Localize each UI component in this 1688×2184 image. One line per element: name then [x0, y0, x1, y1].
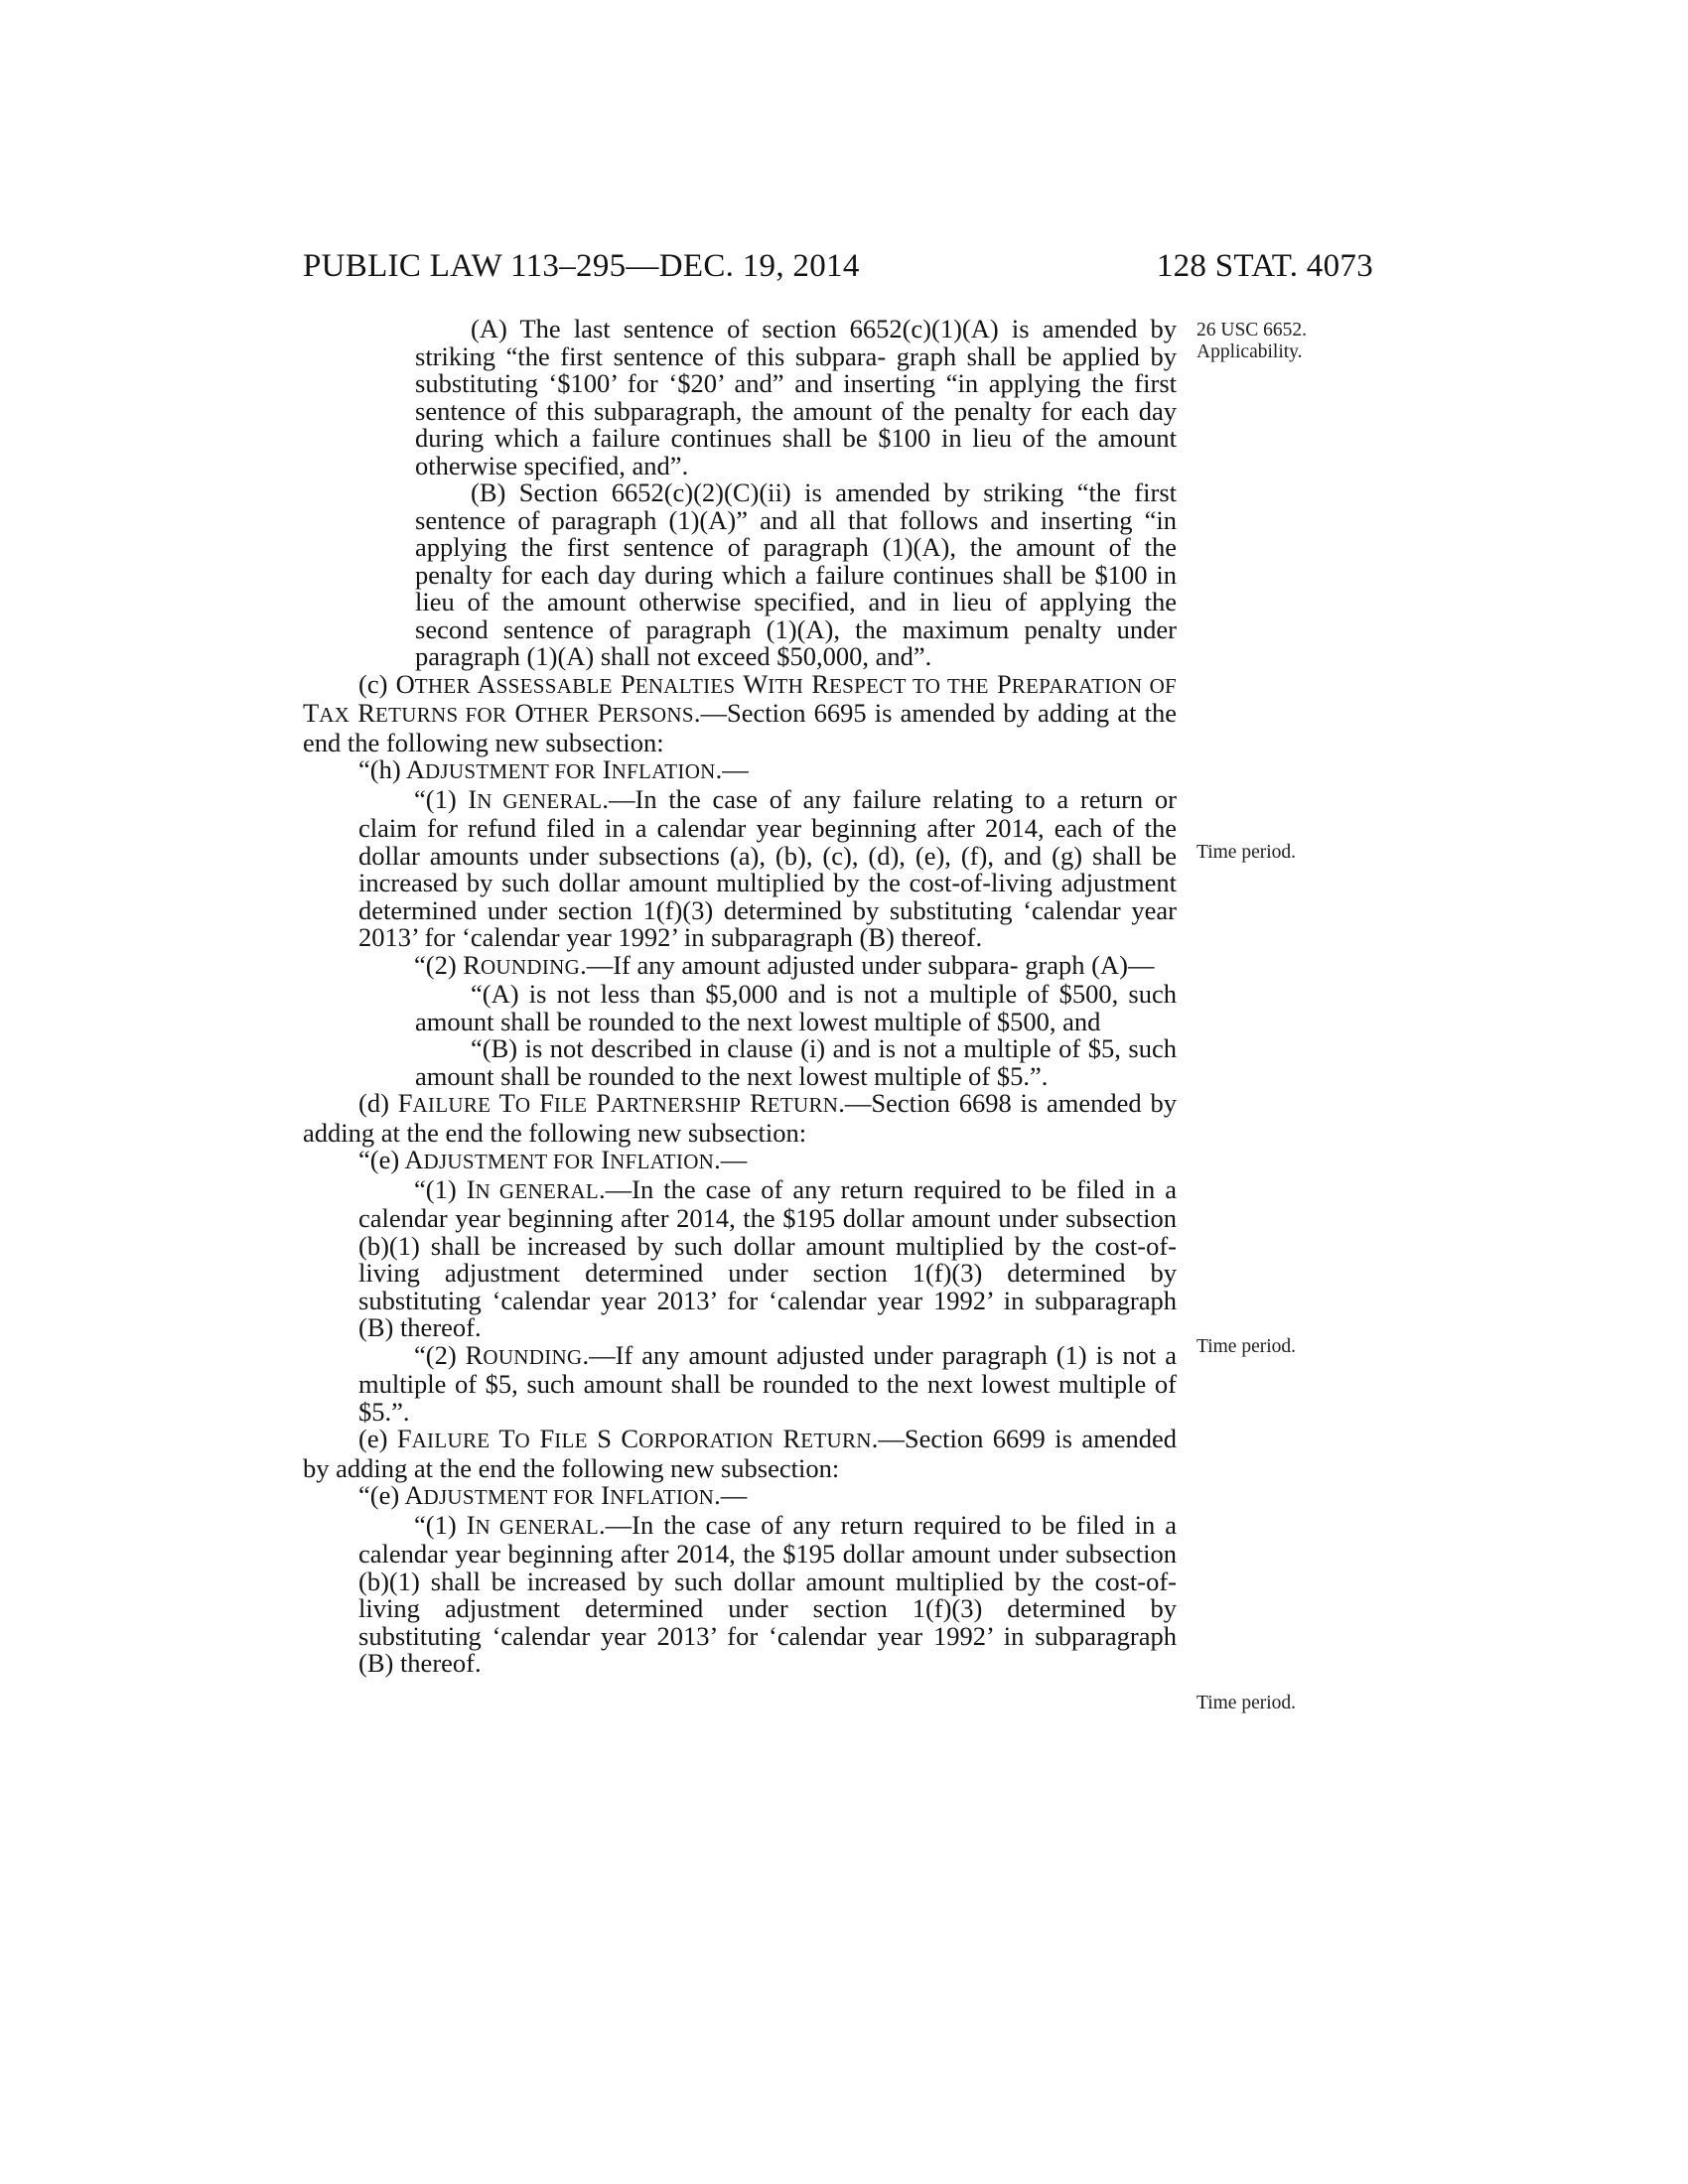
subsection-h-heading: “(h) ADJUSTMENT FOR INFLATION.—	[358, 754, 749, 784]
usc-citation: 26 USC 6652.	[1196, 320, 1308, 341]
statute-body	[303, 316, 1177, 1678]
subsection-c: (c) OTHER ASSESSABLE PENALTIES WITH RESPECT TO THE PREPARATION OF TAX RETURNS FOR OTHER PERSONS.—Section 6695 is amended by adding at the end the following new subsection:	[303, 668, 1178, 757]
subsection-h-2: “(2) ROUNDING.—If any amount adjusted under subpara- graph (A)—	[414, 949, 1155, 980]
subsection-d-e-2: “(2) ROUNDING.—If any amount adjusted under paragraph (1) is not a multiple of $5, such amount shall be rounded to the next lowest multiple of $5.”.	[358, 1339, 1178, 1427]
statutes-page-number: 128 STAT. 4073	[1156, 248, 1373, 284]
page-header	[303, 246, 1373, 286]
subsection-h-2-b: “(B) is not described in clause (i) and is not a multiple of $5, such amount shall be rounded to the next lowest multiple of $5.”.	[415, 1033, 1177, 1091]
subsection-d: (d) FAILURE TO FILE PARTNERSHIP RETURN.—Section 6698 is amended by adding at the end the following new subsection:	[303, 1088, 1178, 1148]
subsection-e: (e) FAILURE TO FILE S CORPORATION RETURN.—Section 6699 is amended by adding at the end the following new subsection:	[303, 1424, 1177, 1483]
margin-note-time-period-2: Time period.	[1196, 1336, 1297, 1357]
subsection-e-e-heading: “(e) ADJUSTMENT FOR INFLATION.—	[358, 1480, 748, 1510]
margin-note-time-period-1: Time period.	[1196, 842, 1297, 863]
subsection-d-e-heading: “(e) ADJUSTMENT FOR INFLATION.—	[358, 1145, 748, 1174]
margin-note-usc	[1196, 320, 1365, 363]
subsection-h-1: “(1) IN GENERAL.—In the case of any failure relating to a return or claim for refund filed in a calendar year beginning after 2014, each of the dollar amounts under subsections (a), (b), (c), (d), (e), (f), and (g) shall be increased by such dollar amount multiplied by the cost-of-living adjustment determined under section 1(f)(3) determined by substituting ‘calendar year 2013’ for ‘calendar year 1992’ in subparagraph (B) thereof.	[358, 783, 1177, 952]
paragraph-b-a: (A) The last sentence of section 6652(c)(1)(A) is amended by striking “the first sentence of this subpara- graph shall be applied by substituting ‘$100’ for ‘$20’ and” and inserting “in applying the first sentence of this subparagraph, the amount of the penalty for each day during which a failure continues shall be $100 in lieu of the amount otherwise specified, and”.	[415, 314, 1177, 480]
applicability-note: Applicability.	[1196, 341, 1303, 362]
subsection-h-2-a: “(A) is not less than $5,000 and is not a multiple of $500, such amount shall be rounded to the next lowest multiple of $500, and	[415, 979, 1177, 1036]
subsection-d-e-1: “(1) IN GENERAL.—In the case of any return required to be filed in a calendar year beginning after 2014, the $195 dollar amount under subsection (b)(1) shall be increased by such dollar amount multiplied by the cost-of-living adjustment determined under section 1(f)(3) determined by substituting ‘calendar year 2013’ for ‘calendar year 1992’ in subparagraph (B) thereof.	[358, 1173, 1177, 1342]
margin-note-time-period-3: Time period.	[1196, 1693, 1297, 1713]
paragraph-b-b: (B) Section 6652(c)(2)(C)(ii) is amended by striking “the first sentence of paragraph (1)(A)” and all that follows and inserting “in applying the first sentence of paragraph (1)(A), the amount of the penalty for each day during which a failure continues shall be $100 in lieu of the amount otherwise specified, and in lieu of applying the second sentence of paragraph (1)(A), the maximum penalty under paragraph (1)(A) shall not exceed $50,000, and”.	[415, 478, 1177, 671]
subsection-e-e-1: “(1) IN GENERAL.—In the case of any return required to be filed in a calendar year beginning after 2014, the $195 dollar amount under subsection (b)(1) shall be increased by such dollar amount multiplied by the cost-of-living adjustment determined under section 1(f)(3) determined by substituting ‘calendar year 2013’ for ‘calendar year 1992’ in subparagraph (B) thereof.	[358, 1509, 1177, 1678]
public-law-citation: PUBLIC LAW 113–295—DEC. 19, 2014	[303, 248, 860, 284]
